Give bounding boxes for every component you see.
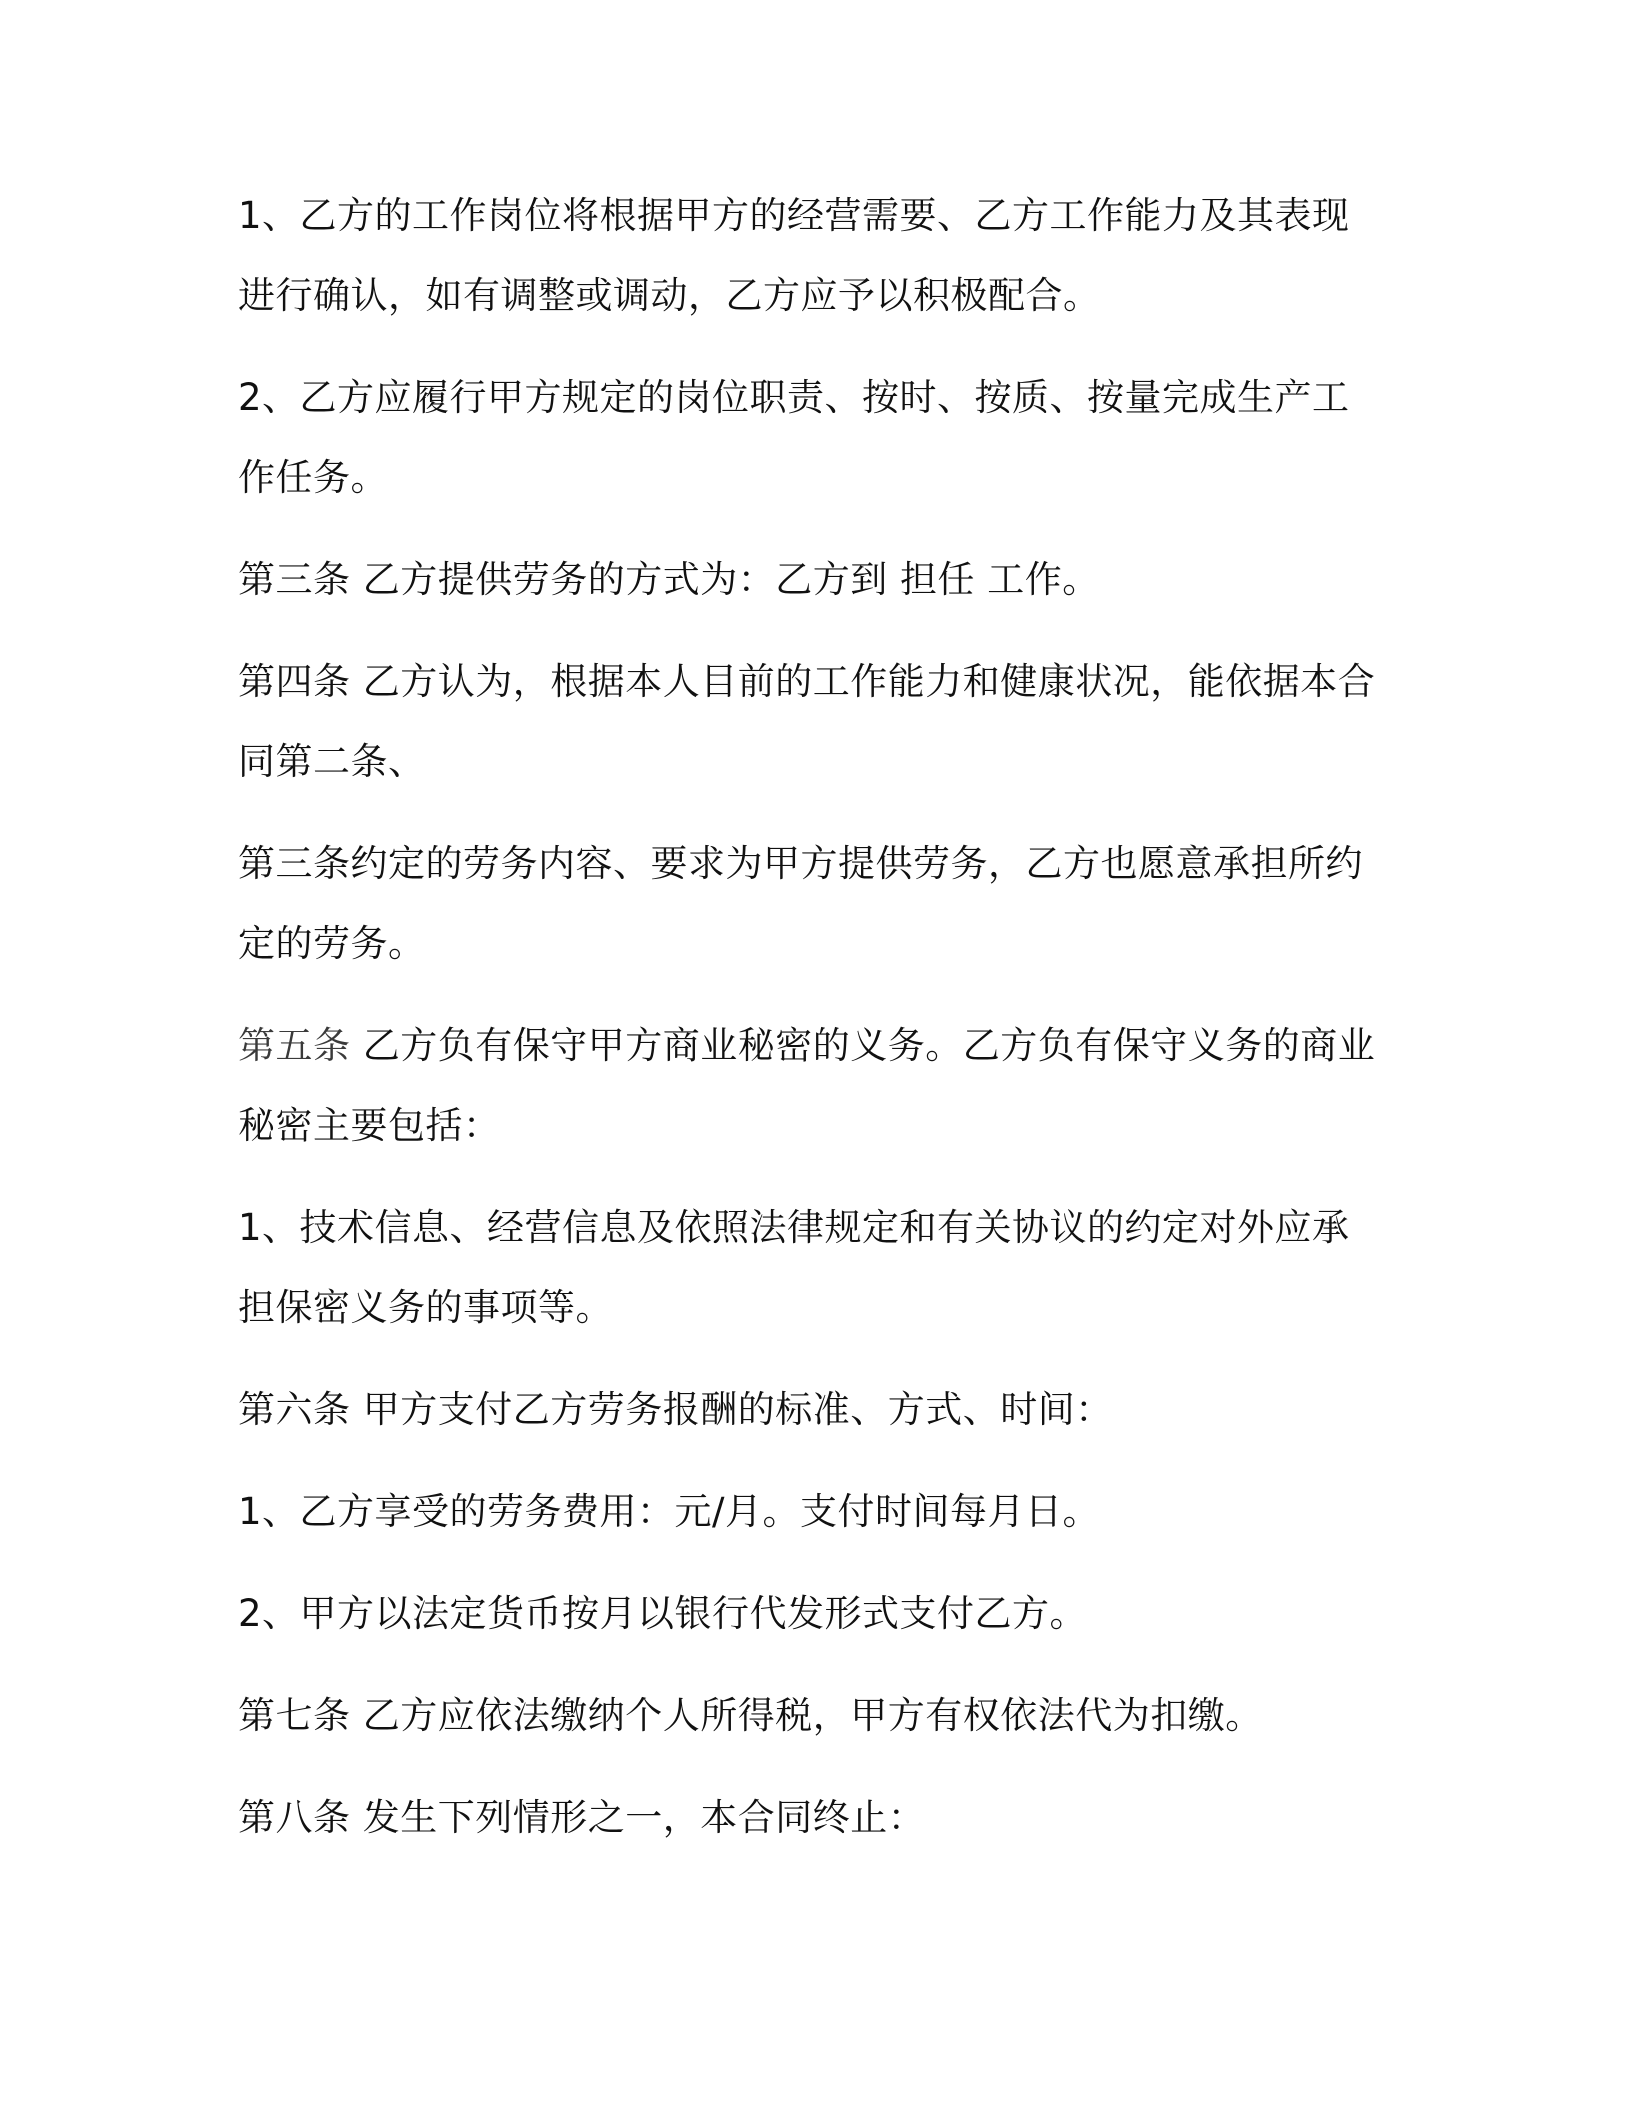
paragraph-text: 2、乙方应履行甲方规定的岗位职责、按时、按质、按量完成生产工作任务。 [238, 376, 1350, 499]
paragraph-10 [238, 1574, 1383, 1654]
paragraph-4 [238, 642, 1383, 802]
paragraph-text: 2、甲方以法定货币按月以银行代发形式支付乙方。 [238, 1592, 1088, 1635]
paragraph-2 [238, 358, 1383, 518]
paragraph-text: 第七条 乙方应依法缴纳个人所得税，甲方有权依法代为扣缴。 [238, 1694, 1263, 1737]
paragraph-1 [238, 176, 1383, 336]
article-label: 第五条 [238, 1024, 351, 1067]
paragraph-11 [238, 1676, 1383, 1756]
paragraph-5 [238, 824, 1383, 984]
paragraph-text: 第六条 甲方支付乙方劳务报酬的标准、方式、时间： [238, 1388, 1113, 1431]
paragraph-text: 1、乙方享受的劳务费用：元/月。支付时间每月日。 [238, 1490, 1101, 1533]
document-body [238, 176, 1383, 1880]
paragraph-6 [238, 1006, 1383, 1166]
paragraph-8 [238, 1370, 1383, 1450]
paragraph-text: 1、技术信息、经营信息及依照法律规定和有关协议的约定对外应承担保密义务的事项等。 [238, 1206, 1350, 1329]
paragraph-12 [238, 1778, 1383, 1858]
paragraph-text: 第三条约定的劳务内容、要求为甲方提供劳务，乙方也愿意承担所约定的劳务。 [238, 842, 1363, 965]
paragraph-text: 第四条 乙方认为，根据本人目前的工作能力和健康状况，能依据本合同第二条、 [238, 660, 1376, 783]
paragraph-7 [238, 1188, 1383, 1348]
paragraph-3 [238, 540, 1383, 620]
paragraph-text: 第八条 发生下列情形之一，本合同终止： [238, 1796, 926, 1839]
paragraph-text: 第三条 乙方提供劳务的方式为：乙方到 担任 工作。 [238, 558, 1100, 601]
paragraph-text: 乙方负有保守甲方商业秘密的义务。乙方负有保守义务的商业秘密主要包括： [238, 1024, 1376, 1147]
paragraph-text: 1、乙方的工作岗位将根据甲方的经营需要、乙方工作能力及其表现进行确认，如有调整或调动，乙方应予以积极配合。 [238, 194, 1350, 317]
paragraph-9 [238, 1472, 1383, 1552]
